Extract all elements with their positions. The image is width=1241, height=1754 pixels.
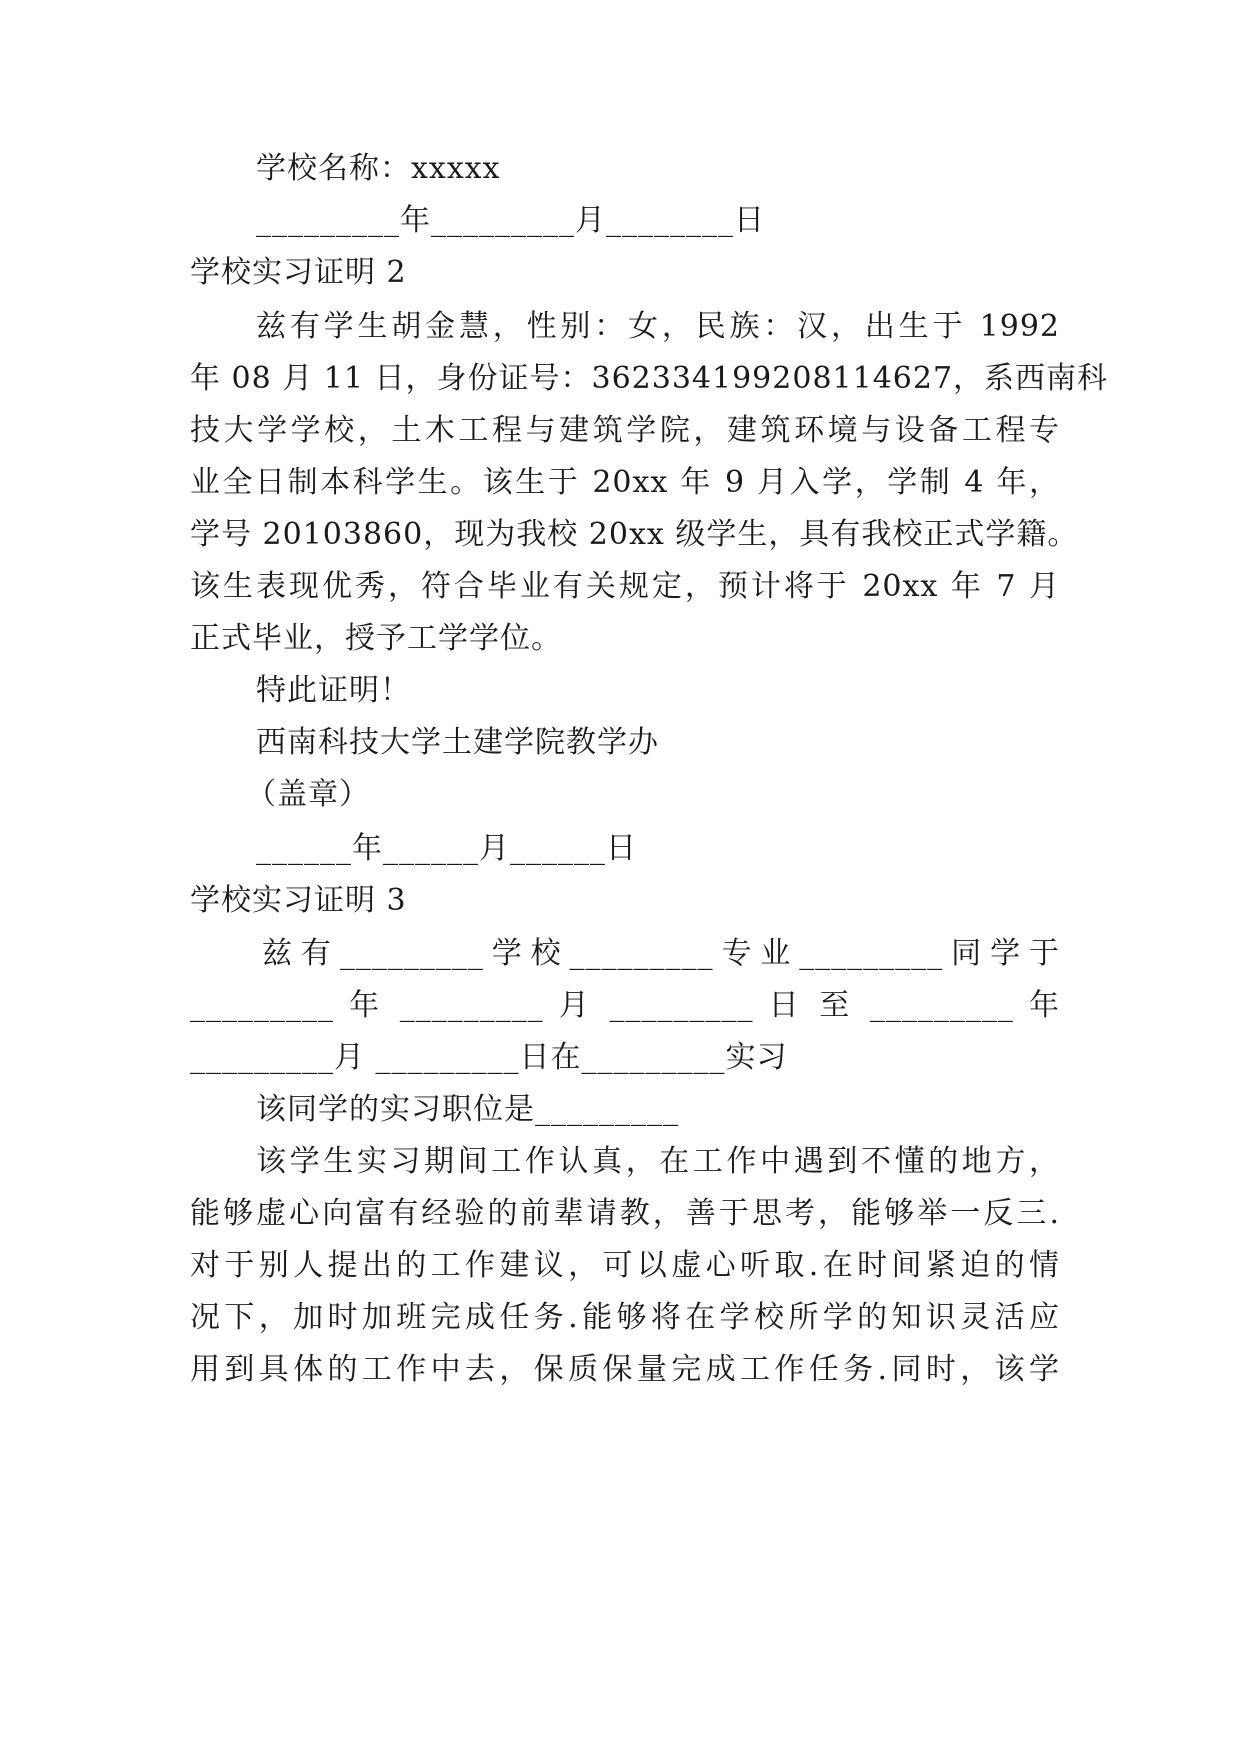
date-line: ______年______月______日 (256, 831, 637, 866)
date-line: _________年_________月________日 (256, 203, 765, 238)
body-line: 能够虚心向富有经验的前辈请教，善于思考，能够举一反三. (190, 1196, 1060, 1231)
body-line: 正式毕业，授予工学学位。 (190, 621, 562, 656)
body-line: 用到具体的工作中去，保质保量完成工作任务.同时，该学 (190, 1352, 1060, 1387)
section-title: 学校实习证明 2 (190, 255, 407, 290)
body-line: 况下，加时加班完成任务.能够将在学校所学的知识灵活应 (190, 1300, 1060, 1335)
body-line: 业全日制本科学生。该生于 20xx 年 9 月入学，学制 4 年， (190, 465, 1060, 500)
school-name-line: 学校名称：xxxxx (256, 151, 501, 186)
fill-line: _________ 年 _________ 月 _________ 日 至 _________ 年 (190, 988, 1060, 1023)
position-line: 该同学的实习职位是_________ (256, 1092, 679, 1127)
body-line: 技大学学校，土木工程与建筑学院，建筑环境与设备工程专 (190, 413, 1060, 448)
body-line: 学号 20103860，现为我校 20xx 级学生，具有我校正式学籍。 (190, 517, 1079, 552)
body-line: 该生表现优秀，符合毕业有关规定，预计将于 20xx 年 7 月 (190, 569, 1060, 604)
body-line: 兹有学生胡金慧，性别：女，民族：汉，出生于 1992 (256, 309, 1060, 344)
section-title: 学校实习证明 3 (190, 883, 407, 918)
seal-line: （盖章） (246, 777, 370, 812)
body-line: 对于别人提出的工作建议，可以虚心听取.在时间紧迫的情 (190, 1248, 1060, 1283)
fill-line: _________月 _________日在_________实习 (190, 1040, 788, 1075)
statement-line: 特此证明！ (256, 673, 411, 708)
issuer-line: 西南科技大学土建学院教学办 (256, 725, 659, 760)
body-line: 该学生实习期间工作认真，在工作中遇到不懂的地方， (256, 1144, 1060, 1179)
fill-line: 兹有_________学校_________专业_________同学于 (262, 936, 1060, 971)
body-line: 年 08 月 11 日，身份证号：362334199208114627，系西南科 (190, 361, 1109, 396)
